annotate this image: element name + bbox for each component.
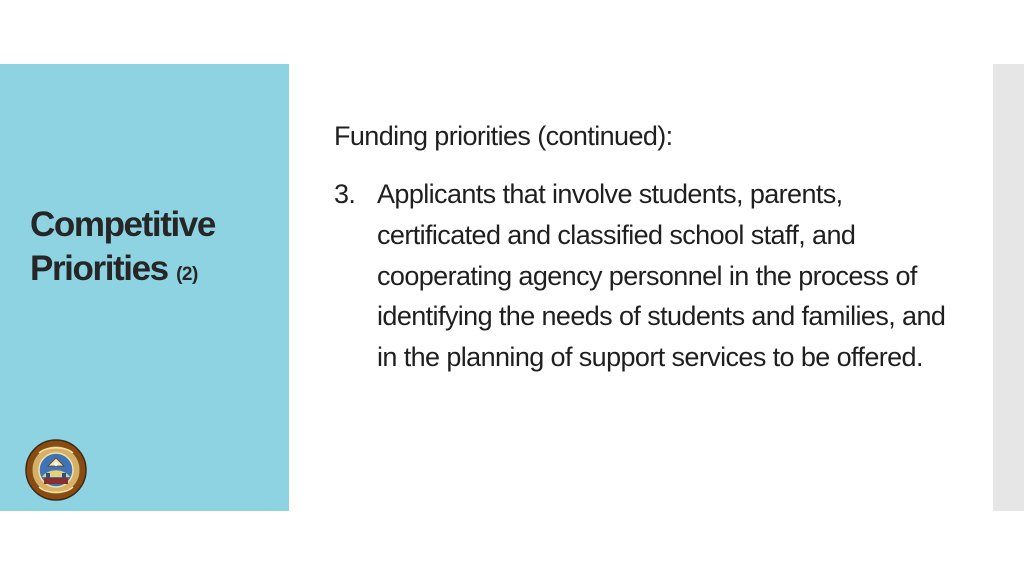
department-of-education-seal-icon: [24, 438, 88, 502]
title-line-1: Competitive: [30, 205, 215, 244]
title-slide-number: (2): [176, 264, 198, 285]
priority-item-number: 3.: [334, 179, 356, 209]
slide-content: [334, 114, 954, 378]
slide-title: [30, 203, 280, 297]
funding-priorities-intro: Funding priorities (continued):: [334, 121, 673, 151]
title-line-2: Priorities: [30, 249, 168, 288]
priority-item-text: Applicants that involve students, parents, certificated and classified school staff, and cooperating agency personnel in the process of identifying the needs of students and families, and in the planning of support services to be offered.: [377, 179, 946, 373]
priority-item: [334, 174, 954, 378]
right-gray-bar: [993, 64, 1024, 511]
